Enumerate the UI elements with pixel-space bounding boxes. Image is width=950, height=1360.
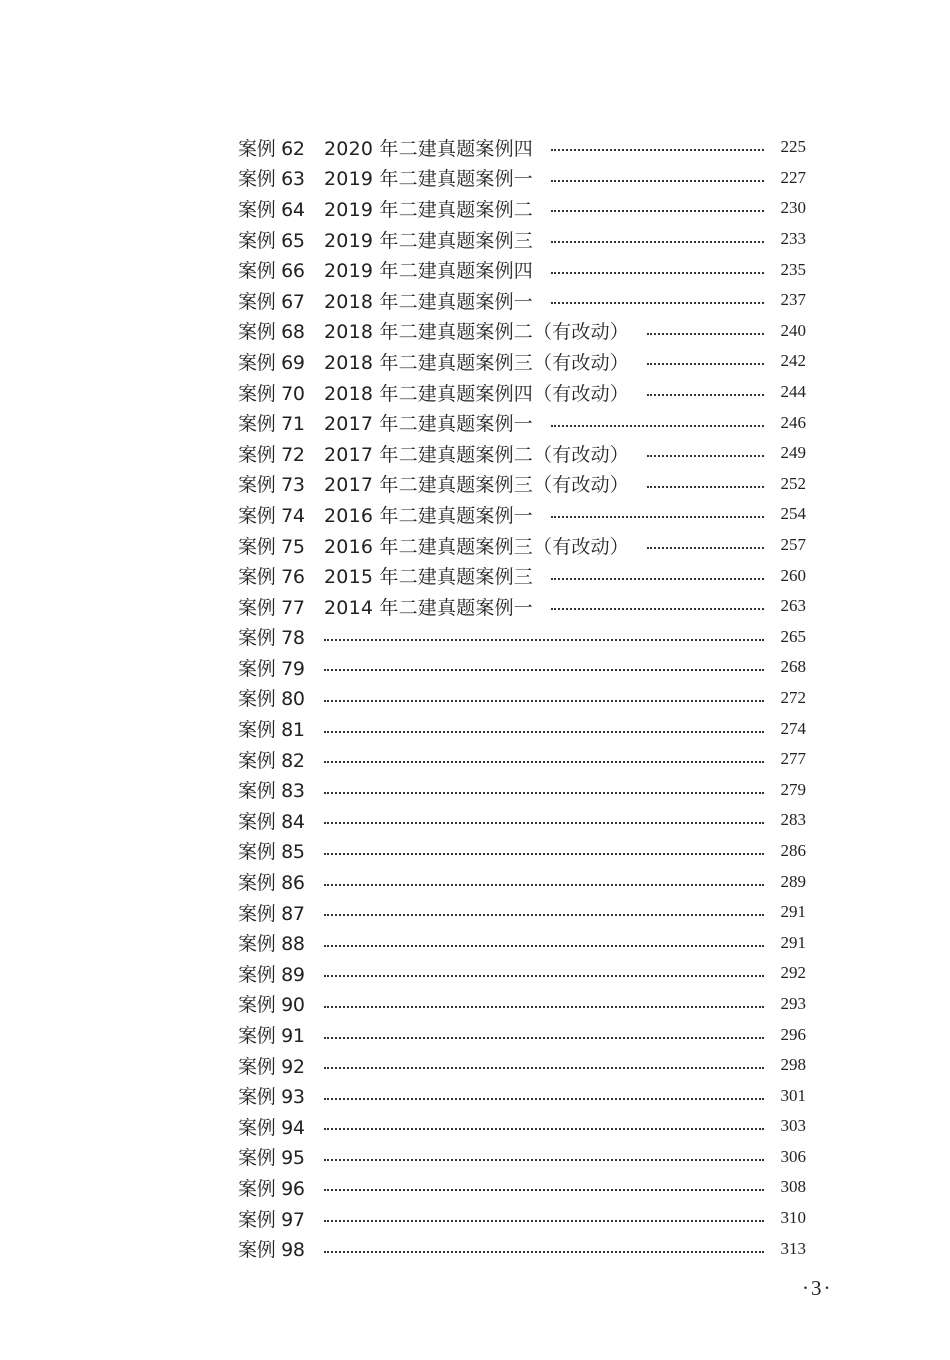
toc-page-number: 240 [780,320,806,340]
toc-entry[interactable] [238,163,806,194]
toc-entry[interactable] [238,652,806,683]
toc-dot-leader [324,914,764,916]
toc-case-title: 2020 年二建真题案例四 [324,137,533,160]
toc-entry[interactable] [238,897,806,928]
toc-page-number: 306 [780,1146,806,1166]
toc-page-number: 233 [780,229,806,249]
toc-page-number: 279 [780,779,806,799]
toc-dot-leader [647,333,764,335]
toc-case-number: 案例 89 [238,963,305,986]
toc-dot-leader [647,363,764,365]
toc-entry[interactable] [238,224,806,255]
toc-case-number: 案例 85 [238,841,305,864]
toc-dot-leader [551,302,764,304]
toc-dot-leader [324,1098,764,1100]
toc-case-title: 2017 年二建真题案例三（有改动） [324,474,629,497]
toc-dot-leader [551,608,764,610]
toc-case-number: 案例 90 [238,994,305,1017]
toc-entry[interactable] [238,530,806,561]
toc-case-number: 案例 77 [238,596,305,619]
toc-page-number: 263 [780,596,806,616]
toc-page-number: 225 [780,137,806,157]
toc-page-number: 265 [780,626,806,646]
toc-case-number: 案例 95 [238,1147,305,1170]
toc-entry[interactable] [238,805,806,836]
toc-dot-leader [324,669,764,671]
toc-dot-leader [551,210,764,212]
toc-page-number: 252 [780,473,806,493]
toc-case-number: 案例 62 [238,137,305,160]
toc-page-number: 296 [780,1024,806,1044]
toc-entry[interactable] [238,774,806,805]
table-of-contents [238,132,806,1264]
toc-case-number: 案例 64 [238,198,305,221]
toc-case-number: 案例 91 [238,1025,305,1048]
toc-case-number: 案例 71 [238,413,305,436]
toc-page-number: 230 [780,198,806,218]
toc-case-number: 案例 88 [238,933,305,956]
toc-dot-leader [647,394,764,396]
toc-entry[interactable] [238,836,806,867]
toc-entry[interactable] [238,254,806,285]
toc-entry[interactable] [238,285,806,316]
toc-case-title: 2019 年二建真题案例一 [324,168,533,191]
toc-case-number: 案例 68 [238,321,305,344]
toc-page-number: 254 [780,504,806,524]
toc-case-number: 案例 63 [238,168,305,191]
toc-case-number: 案例 93 [238,1086,305,1109]
toc-page-number: 291 [780,902,806,922]
toc-entry[interactable] [238,958,806,989]
toc-case-number: 案例 66 [238,260,305,283]
toc-entry[interactable] [238,132,806,163]
toc-dot-leader [324,853,764,855]
toc-case-number: 案例 86 [238,872,305,895]
toc-page-number: 235 [780,259,806,279]
toc-entry[interactable] [238,499,806,530]
toc-dot-leader [551,149,764,151]
toc-case-number: 案例 96 [238,1177,305,1200]
toc-case-number: 案例 67 [238,290,305,313]
toc-page-number: 277 [780,749,806,769]
toc-page-number: 257 [780,535,806,555]
toc-entry[interactable] [238,683,806,714]
toc-dot-leader [324,822,764,824]
toc-page-number: 298 [780,1055,806,1075]
toc-dot-leader [324,884,764,886]
toc-case-number: 案例 87 [238,902,305,925]
toc-entry[interactable] [238,560,806,591]
toc-case-number: 案例 78 [238,627,305,650]
toc-page-number: 310 [780,1208,806,1228]
toc-dot-leader [324,1220,764,1222]
toc-entry[interactable] [238,1080,806,1111]
toc-dot-leader [324,700,764,702]
toc-dot-leader [324,945,764,947]
toc-dot-leader [324,975,764,977]
toc-case-number: 案例 98 [238,1239,305,1262]
toc-case-title: 2019 年二建真题案例三 [324,229,533,252]
toc-page-number: 293 [780,993,806,1013]
toc-case-title: 2018 年二建真题案例三（有改动） [324,351,629,374]
toc-case-number: 案例 69 [238,351,305,374]
toc-dot-leader [324,761,764,763]
toc-page-number: 246 [780,412,806,432]
toc-dot-leader [324,1189,764,1191]
toc-page-number: 272 [780,687,806,707]
toc-case-number: 案例 82 [238,749,305,772]
toc-page-number: 286 [780,840,806,860]
toc-case-number: 案例 81 [238,719,305,742]
toc-dot-leader [647,486,764,488]
toc-case-title: 2015 年二建真题案例三 [324,566,533,589]
toc-entry[interactable] [238,469,806,500]
toc-page-number: 237 [780,290,806,310]
toc-dot-leader [551,425,764,427]
toc-case-title: 2017 年二建真题案例二（有改动） [324,443,629,466]
toc-dot-leader [324,792,764,794]
toc-entry[interactable] [238,1111,806,1142]
toc-entry[interactable] [238,622,806,653]
toc-entry[interactable] [238,1233,806,1264]
toc-case-number: 案例 75 [238,535,305,558]
toc-entry[interactable] [238,1142,806,1173]
toc-page-number: 292 [780,963,806,983]
toc-case-number: 案例 84 [238,810,305,833]
toc-case-title: 2014 年二建真题案例一 [324,596,533,619]
toc-case-number: 案例 94 [238,1116,305,1139]
toc-page-number: 291 [780,932,806,952]
toc-case-number: 案例 74 [238,504,305,527]
toc-page-number: 249 [780,443,806,463]
toc-entry[interactable] [238,377,806,408]
toc-case-number: 案例 79 [238,657,305,680]
toc-case-number: 案例 83 [238,780,305,803]
toc-entry[interactable] [238,744,806,775]
toc-dot-leader [324,1006,764,1008]
toc-dot-leader [647,455,764,457]
toc-dot-leader [551,578,764,580]
toc-entry[interactable] [238,591,806,622]
toc-case-title: 2018 年二建真题案例四（有改动） [324,382,629,405]
toc-case-title: 2017 年二建真题案例一 [324,413,533,436]
toc-case-title: 2019 年二建真题案例二 [324,198,533,221]
page-number: ·3· [802,1276,833,1300]
toc-page-number: 301 [780,1085,806,1105]
toc-page-number: 242 [780,351,806,371]
toc-case-title: 2018 年二建真题案例一 [324,290,533,313]
toc-dot-leader [551,241,764,243]
toc-case-number: 案例 70 [238,382,305,405]
toc-entry[interactable] [238,1172,806,1203]
toc-entry[interactable] [238,193,806,224]
toc-dot-leader [324,731,764,733]
toc-page-number: 274 [780,718,806,738]
toc-dot-leader [551,272,764,274]
toc-page-number: 308 [780,1177,806,1197]
toc-entry[interactable] [238,316,806,347]
toc-case-number: 案例 97 [238,1208,305,1231]
toc-dot-leader [324,1067,764,1069]
toc-entry[interactable] [238,1050,806,1081]
toc-entry[interactable] [238,1019,806,1050]
toc-dot-leader [551,516,764,518]
toc-case-number: 案例 76 [238,566,305,589]
toc-case-number: 案例 92 [238,1055,305,1078]
toc-page-number: 260 [780,565,806,585]
toc-dot-leader [647,547,764,549]
toc-dot-leader [324,1251,764,1253]
toc-page-number: 313 [780,1238,806,1258]
toc-dot-leader [324,1037,764,1039]
toc-dot-leader [324,1159,764,1161]
toc-entry[interactable] [238,407,806,438]
toc-page-number: 283 [780,810,806,830]
toc-dot-leader [551,180,764,182]
toc-entry[interactable] [238,1203,806,1234]
toc-case-number: 案例 80 [238,688,305,711]
toc-entry[interactable] [238,927,806,958]
toc-case-title: 2016 年二建真题案例三（有改动） [324,535,629,558]
toc-entry[interactable] [238,438,806,469]
toc-entry[interactable] [238,346,806,377]
toc-page-number: 227 [780,167,806,187]
toc-page-number: 244 [780,382,806,402]
toc-entry[interactable] [238,989,806,1020]
toc-case-title: 2019 年二建真题案例四 [324,260,533,283]
toc-case-number: 案例 72 [238,443,305,466]
toc-case-number: 案例 73 [238,474,305,497]
toc-case-title: 2016 年二建真题案例一 [324,504,533,527]
toc-dot-leader [324,1128,764,1130]
toc-page-number: 303 [780,1116,806,1136]
toc-entry[interactable] [238,713,806,744]
toc-case-number: 案例 65 [238,229,305,252]
toc-dot-leader [324,639,764,641]
toc-page-number: 268 [780,657,806,677]
toc-entry[interactable] [238,866,806,897]
toc-page-number: 289 [780,871,806,891]
toc-case-title: 2018 年二建真题案例二（有改动） [324,321,629,344]
